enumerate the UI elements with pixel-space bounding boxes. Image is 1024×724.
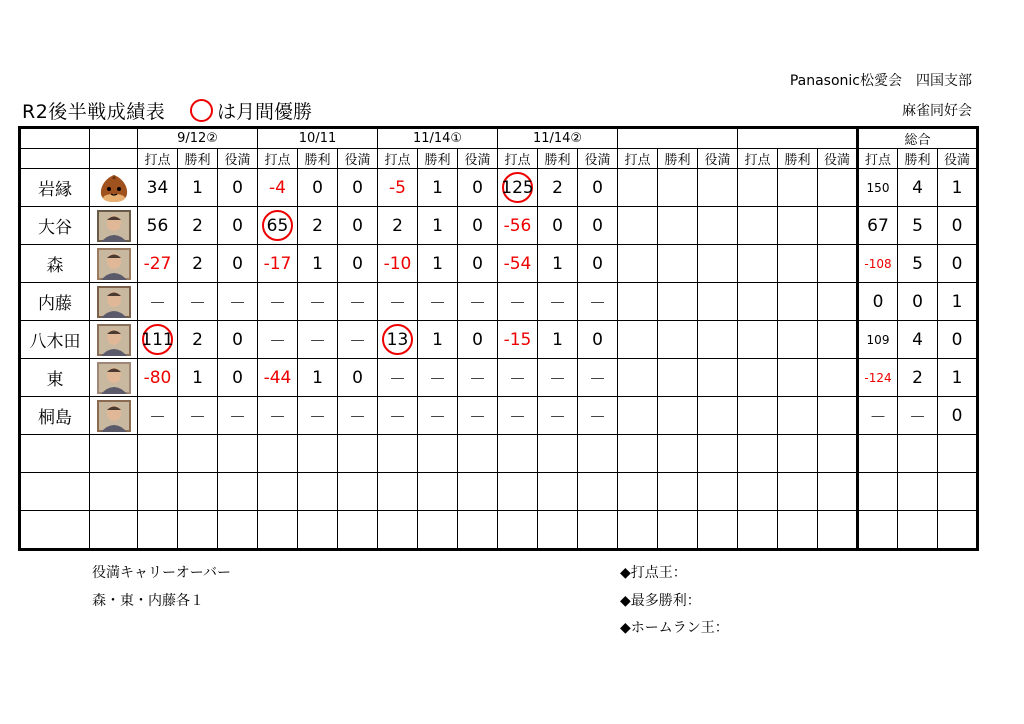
score-cell: 1	[178, 169, 218, 207]
empty-cell	[458, 511, 498, 550]
empty-cell	[258, 511, 298, 550]
empty-cell	[138, 473, 178, 511]
score-cell: －	[218, 283, 258, 321]
empty-cell	[618, 473, 658, 511]
player-row	[20, 321, 978, 359]
round-header	[738, 128, 858, 149]
corner-cell	[90, 128, 138, 149]
subheader-cell: 役満	[938, 149, 978, 169]
empty-cell	[338, 473, 378, 511]
org-label: Panasonic松愛会 四国支部	[789, 73, 972, 89]
score-cell: 0	[338, 207, 378, 245]
score-cell: －	[338, 283, 378, 321]
carryover-title: 役満キャリーオーバー	[92, 565, 232, 581]
avatar-cell	[90, 359, 138, 397]
player-row	[20, 169, 978, 207]
player-name: 大谷	[20, 207, 90, 245]
corner-cell	[90, 149, 138, 169]
score-cell: 0	[218, 207, 258, 245]
empty-cell	[938, 473, 978, 511]
score-cell: 1	[538, 245, 578, 283]
total-cell: 5	[898, 245, 938, 283]
score-cell	[778, 397, 818, 435]
score-cell: 0	[298, 169, 338, 207]
score-cell	[778, 321, 818, 359]
score-cell: －	[298, 283, 338, 321]
empty-cell	[90, 511, 138, 550]
empty-cell	[858, 473, 898, 511]
winner-ring: 111	[142, 324, 173, 355]
total-cell: 0	[858, 283, 898, 321]
empty-cell	[538, 473, 578, 511]
subheader-cell: 役満	[218, 149, 258, 169]
subheader-cell: 勝利	[898, 149, 938, 169]
score-cell	[618, 169, 658, 207]
player-row	[20, 283, 978, 321]
score-cell: －	[578, 359, 618, 397]
player-photo-icon	[97, 286, 131, 318]
empty-cell	[418, 473, 458, 511]
subheader-cell: 勝利	[658, 149, 698, 169]
score-cell: -10	[378, 245, 418, 283]
empty-cell	[298, 511, 338, 550]
subheader-cell: 打点	[378, 149, 418, 169]
score-cell: －	[538, 283, 578, 321]
score-cell	[378, 321, 418, 359]
score-cell: -15	[498, 321, 538, 359]
score-cell: －	[458, 397, 498, 435]
score-cell: 0	[538, 207, 578, 245]
score-cell: 2	[178, 207, 218, 245]
empty-cell	[418, 435, 458, 473]
score-cell: 0	[578, 321, 618, 359]
avatar-cell	[90, 321, 138, 359]
winner-ring: 65	[262, 210, 293, 241]
empty-cell	[258, 473, 298, 511]
empty-cell	[738, 511, 778, 550]
empty-cell	[818, 511, 858, 550]
total-cell: 2	[898, 359, 938, 397]
score-cell	[738, 321, 778, 359]
empty-cell	[698, 435, 738, 473]
empty-row	[20, 473, 978, 511]
player-row	[20, 207, 978, 245]
round-header: 11/14①	[378, 128, 498, 149]
page-title: R2後半戦成績表	[22, 101, 166, 123]
score-cell: 0	[338, 169, 378, 207]
total-cell: 0	[938, 321, 978, 359]
score-cell: 1	[178, 359, 218, 397]
total-header: 総合	[858, 128, 978, 149]
score-cell: －	[258, 397, 298, 435]
score-cell: 2	[378, 207, 418, 245]
total-cell: 1	[938, 283, 978, 321]
total-cell: 0	[938, 397, 978, 435]
total-cell: 0	[938, 207, 978, 245]
score-cell: 2	[298, 207, 338, 245]
score-cell: －	[138, 283, 178, 321]
score-cell	[658, 169, 698, 207]
empty-cell	[20, 511, 90, 550]
total-cell: －	[898, 397, 938, 435]
score-cell	[618, 321, 658, 359]
empty-cell	[778, 435, 818, 473]
score-cell: 1	[298, 245, 338, 283]
empty-cell	[178, 511, 218, 550]
score-cell	[738, 359, 778, 397]
winner-ring: 125	[502, 172, 533, 203]
player-name: 八木田	[20, 321, 90, 359]
score-cell	[738, 169, 778, 207]
score-cell	[658, 283, 698, 321]
carryover-detail: 森・東・内藤各１	[92, 593, 204, 609]
score-cell	[698, 169, 738, 207]
empty-cell	[538, 435, 578, 473]
score-cell: －	[498, 359, 538, 397]
score-cell: －	[298, 321, 338, 359]
subheader-cell: 役満	[698, 149, 738, 169]
score-cell: 0	[458, 321, 498, 359]
legend	[190, 97, 312, 124]
score-cell: 1	[538, 321, 578, 359]
score-cell: 0	[218, 169, 258, 207]
player-photo-icon	[97, 400, 131, 432]
subheader-cell: 勝利	[298, 149, 338, 169]
avatar-cell	[90, 169, 138, 207]
total-cell: 67	[858, 207, 898, 245]
empty-cell	[298, 435, 338, 473]
score-cell: -80	[138, 359, 178, 397]
score-cell	[698, 283, 738, 321]
subheader-cell: 打点	[138, 149, 178, 169]
empty-cell	[20, 473, 90, 511]
player-row	[20, 245, 978, 283]
empty-cell	[898, 511, 938, 550]
score-cell	[698, 397, 738, 435]
score-cell: -5	[378, 169, 418, 207]
total-cell: 4	[898, 169, 938, 207]
score-cell: －	[298, 397, 338, 435]
score-cell	[618, 397, 658, 435]
player-name: 森	[20, 245, 90, 283]
empty-cell	[858, 435, 898, 473]
score-cell: －	[378, 359, 418, 397]
empty-cell	[178, 473, 218, 511]
score-cell: －	[258, 321, 298, 359]
empty-cell	[698, 473, 738, 511]
subheader-cell: 打点	[618, 149, 658, 169]
score-cell	[778, 283, 818, 321]
player-photo-icon	[97, 362, 131, 394]
score-cell	[618, 207, 658, 245]
score-cell	[738, 245, 778, 283]
empty-cell	[738, 435, 778, 473]
score-cell: －	[458, 359, 498, 397]
empty-cell	[658, 511, 698, 550]
empty-cell	[658, 435, 698, 473]
total-cell: －	[858, 397, 898, 435]
score-cell: －	[138, 397, 178, 435]
empty-cell	[218, 511, 258, 550]
score-cell: －	[178, 283, 218, 321]
score-cell	[778, 245, 818, 283]
empty-cell	[818, 435, 858, 473]
score-cell: －	[578, 397, 618, 435]
subheader-cell: 打点	[258, 149, 298, 169]
empty-cell	[20, 435, 90, 473]
score-cell: 0	[458, 207, 498, 245]
score-cell: 2	[178, 245, 218, 283]
score-cell	[778, 207, 818, 245]
score-cell: -17	[258, 245, 298, 283]
player-row	[20, 359, 978, 397]
empty-cell	[378, 435, 418, 473]
total-cell: 109	[858, 321, 898, 359]
score-cell: 0	[458, 169, 498, 207]
subheader-cell: 役満	[338, 149, 378, 169]
player-name: 岩縁	[20, 169, 90, 207]
score-cell: －	[418, 397, 458, 435]
empty-row	[20, 435, 978, 473]
empty-cell	[858, 511, 898, 550]
avatar-cell	[90, 283, 138, 321]
score-cell: －	[218, 397, 258, 435]
empty-cell	[418, 511, 458, 550]
empty-cell	[778, 511, 818, 550]
score-cell	[618, 245, 658, 283]
winner-circle-icon	[190, 99, 213, 122]
player-photo-icon	[97, 210, 131, 242]
player-photo-icon	[97, 324, 131, 356]
score-cell	[658, 359, 698, 397]
empty-cell	[218, 435, 258, 473]
score-cell	[658, 321, 698, 359]
score-cell: 0	[338, 245, 378, 283]
empty-cell	[658, 473, 698, 511]
score-cell	[818, 207, 858, 245]
score-cell	[658, 207, 698, 245]
avatar-cell	[90, 245, 138, 283]
empty-cell	[498, 473, 538, 511]
score-table	[18, 126, 979, 551]
subheader-cell: 役満	[458, 149, 498, 169]
empty-cell	[338, 435, 378, 473]
empty-cell	[378, 473, 418, 511]
legend-text: は月間優勝	[217, 101, 313, 123]
score-cell	[658, 397, 698, 435]
empty-row	[20, 511, 978, 550]
score-cell	[738, 397, 778, 435]
score-cell: －	[338, 321, 378, 359]
score-cell: 1	[418, 169, 458, 207]
score-cell	[818, 397, 858, 435]
subheader-cell: 役満	[818, 149, 858, 169]
empty-cell	[938, 511, 978, 550]
score-cell	[818, 321, 858, 359]
score-cell: 0	[338, 359, 378, 397]
empty-cell	[618, 511, 658, 550]
total-cell: 1	[938, 169, 978, 207]
empty-cell	[178, 435, 218, 473]
empty-cell	[498, 435, 538, 473]
total-cell: 5	[898, 207, 938, 245]
score-cell: －	[338, 397, 378, 435]
score-cell	[698, 207, 738, 245]
score-cell	[258, 207, 298, 245]
score-cell: －	[538, 397, 578, 435]
subheader-cell: 勝利	[538, 149, 578, 169]
score-cell: 0	[218, 359, 258, 397]
avatar-cell	[90, 397, 138, 435]
player-name: 桐島	[20, 397, 90, 435]
score-cell: -56	[498, 207, 538, 245]
empty-cell	[378, 511, 418, 550]
empty-cell	[90, 473, 138, 511]
score-cell: －	[378, 283, 418, 321]
empty-cell	[258, 435, 298, 473]
empty-cell	[538, 511, 578, 550]
score-cell	[778, 169, 818, 207]
score-cell	[738, 207, 778, 245]
score-cell: 1	[418, 245, 458, 283]
score-cell	[498, 169, 538, 207]
score-cell: －	[258, 283, 298, 321]
score-cell	[658, 245, 698, 283]
subheader-cell: 勝利	[778, 149, 818, 169]
empty-cell	[578, 473, 618, 511]
subheader-cell: 勝利	[418, 149, 458, 169]
empty-cell	[458, 473, 498, 511]
empty-cell	[578, 435, 618, 473]
player-name: 東	[20, 359, 90, 397]
header-row	[20, 128, 978, 149]
subheader-cell: 役満	[578, 149, 618, 169]
club-label: 麻雀同好会	[902, 103, 972, 119]
avatar-cell	[90, 207, 138, 245]
score-cell	[618, 283, 658, 321]
score-cell	[818, 283, 858, 321]
score-cell: 0	[578, 207, 618, 245]
subheader-cell: 打点	[858, 149, 898, 169]
total-cell: 0	[938, 245, 978, 283]
score-cell: －	[538, 359, 578, 397]
score-cell: 1	[418, 321, 458, 359]
empty-cell	[738, 473, 778, 511]
total-cell: -108	[858, 245, 898, 283]
score-cell: 2	[178, 321, 218, 359]
corner-cell	[20, 149, 90, 169]
score-cell	[818, 245, 858, 283]
most-wins-label: ◆最多勝利：	[620, 593, 701, 609]
score-cell	[698, 321, 738, 359]
empty-cell	[218, 473, 258, 511]
empty-cell	[778, 473, 818, 511]
score-cell	[818, 359, 858, 397]
empty-cell	[898, 435, 938, 473]
homerun-king-label: ◆ホームラン王：	[620, 620, 729, 636]
score-cell: －	[418, 359, 458, 397]
subheader-row	[20, 149, 978, 169]
round-header	[618, 128, 738, 149]
total-cell: 1	[938, 359, 978, 397]
empty-cell	[618, 435, 658, 473]
subheader-cell: 勝利	[178, 149, 218, 169]
subheader-cell: 打点	[498, 149, 538, 169]
score-cell	[818, 169, 858, 207]
score-cell: －	[458, 283, 498, 321]
score-cell: －	[178, 397, 218, 435]
empty-cell	[90, 435, 138, 473]
score-cell: -4	[258, 169, 298, 207]
round-header: 11/14②	[498, 128, 618, 149]
score-cell	[618, 359, 658, 397]
score-cell: 34	[138, 169, 178, 207]
score-cell: 2	[538, 169, 578, 207]
empty-cell	[938, 435, 978, 473]
total-cell: 0	[898, 283, 938, 321]
corner-cell	[20, 128, 90, 149]
score-cell: 0	[218, 245, 258, 283]
score-cell: －	[578, 283, 618, 321]
score-cell: -54	[498, 245, 538, 283]
empty-cell	[458, 435, 498, 473]
empty-cell	[698, 511, 738, 550]
round-header: 10/11	[258, 128, 378, 149]
score-cell: －	[498, 283, 538, 321]
score-cell	[698, 245, 738, 283]
points-king-label: ◆打点王：	[620, 565, 687, 581]
empty-cell	[498, 511, 538, 550]
empty-cell	[578, 511, 618, 550]
score-cell: －	[418, 283, 458, 321]
empty-cell	[338, 511, 378, 550]
score-cell: 0	[578, 169, 618, 207]
score-cell	[738, 283, 778, 321]
player-photo-icon	[97, 248, 131, 280]
empty-cell	[298, 473, 338, 511]
round-header: 9/12②	[138, 128, 258, 149]
score-cell: 0	[458, 245, 498, 283]
empty-cell	[898, 473, 938, 511]
score-cell: -44	[258, 359, 298, 397]
player-row	[20, 397, 978, 435]
winner-ring: 13	[382, 324, 413, 355]
score-cell	[138, 321, 178, 359]
score-cell: －	[378, 397, 418, 435]
score-cell: －	[498, 397, 538, 435]
subheader-cell: 打点	[738, 149, 778, 169]
score-cell: -27	[138, 245, 178, 283]
score-cell: 1	[418, 207, 458, 245]
total-cell: -124	[858, 359, 898, 397]
score-cell: 56	[138, 207, 178, 245]
score-cell: 0	[578, 245, 618, 283]
total-cell: 4	[898, 321, 938, 359]
total-cell: 150	[858, 169, 898, 207]
player-name: 内藤	[20, 283, 90, 321]
empty-cell	[138, 511, 178, 550]
empty-cell	[818, 473, 858, 511]
score-cell	[698, 359, 738, 397]
chestnut-mascot-icon	[97, 172, 131, 204]
empty-cell	[138, 435, 178, 473]
score-cell: 1	[298, 359, 338, 397]
score-cell: 0	[218, 321, 258, 359]
score-cell	[778, 359, 818, 397]
